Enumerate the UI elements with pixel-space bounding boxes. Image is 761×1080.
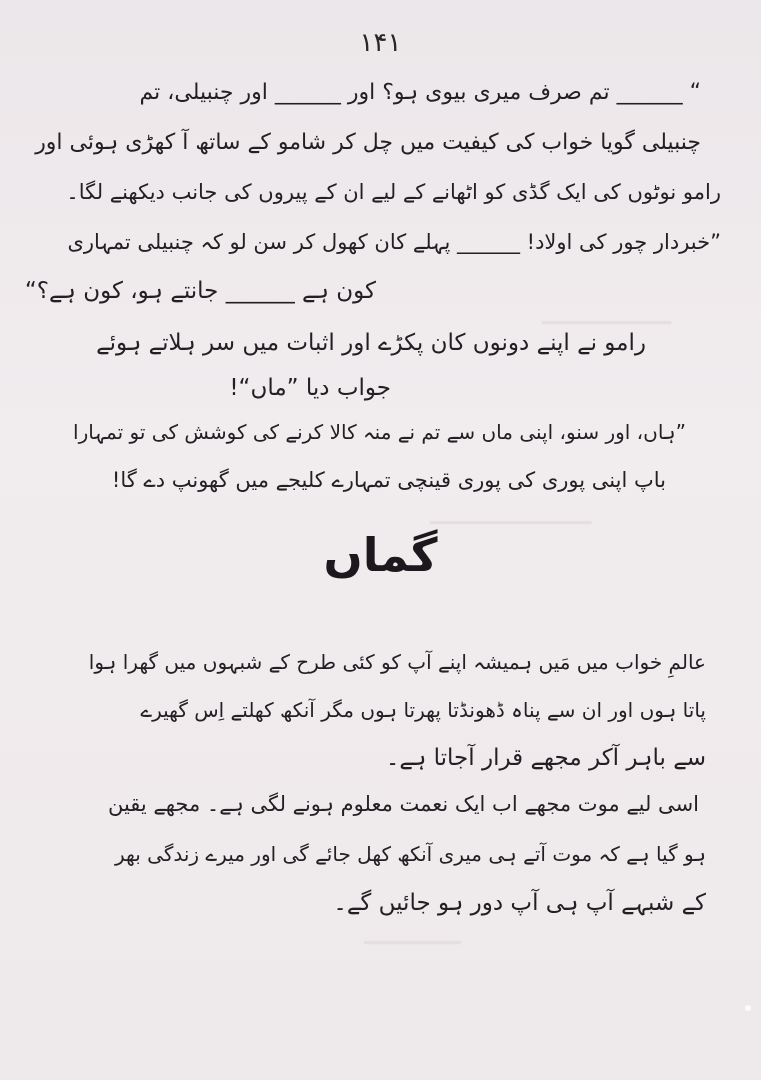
story-line: رامو نوٹوں کی ایک گڈی کو اٹھانے کے لیے ان کے پیروں کی جانب دیکھنے لگا۔ xyxy=(66,180,721,204)
story-line: باپ اپنی پوری کی پوری قینچی تمہارے کلیجے میں گھونپ دے گا! xyxy=(111,468,666,492)
story-line: جواب دیا ”ماں“! xyxy=(229,375,391,401)
section-line: عالمِ خواب میں مَیں ہمیشہ اپنے آپ کو کئی طرح کے شبہوں میں گھرا ہوا xyxy=(88,650,706,674)
story-line: کون ہے ______ جانتے ہو، کون ہے؟“ xyxy=(24,278,376,304)
story-line: ”خبردار چور کی اولاد! ______ پہلے کان کھول کر سن لو کہ چنبیلی تمہاری xyxy=(67,230,721,254)
show-through-text: ▁▁▁▁▁▁▁▁▁▁ xyxy=(429,500,591,524)
story-line: چنبیلی گویا خواب کی کیفیت میں چل کر شامو کے ساتھ آ کھڑی ہوئی اور xyxy=(35,130,701,155)
section-line: سے باہر آکر مجھے قرار آجاتا ہے۔ xyxy=(385,745,706,771)
section-title: گماں xyxy=(323,528,438,582)
section-line: پاتا ہوں اور ان سے پناہ ڈھونڈتا پھرتا ہوں مگر آنکھ کھلتے اِس گھیرے xyxy=(140,698,706,722)
paper-speck xyxy=(745,1005,751,1011)
story-line: ”ہاں، اور سنو، اپنی ماں سے تم نے منہ کالا کرنے کی کوشش کی تو تمہارا xyxy=(73,420,686,444)
page-number: ۱۴۱ xyxy=(359,28,402,58)
section-line: اسی لیے موت مجھے اب ایک نعمت معلوم ہونے لگی ہے۔ مجھے یقین xyxy=(107,792,699,816)
section-line: ہو گیا ہے کہ موت آتے ہی میری آنکھ کھل جائے گی اور میرے زندگی بھر xyxy=(114,842,706,866)
show-through-text: ▁▁▁▁▁▁ xyxy=(364,920,461,944)
story-line: “ ______ تم صرف میری بیوی ہو؟ اور ______ اور چنبیلی، تم xyxy=(139,80,701,105)
story-line: رامو نے اپنے دونوں کان پکڑے اور اثبات میں سر ہلاتے ہوئے xyxy=(96,330,646,356)
section-line: کے شبہے آپ ہی آپ دور ہو جائیں گے۔ xyxy=(333,890,706,916)
show-through-text: ▁▁▁▁▁▁▁▁ xyxy=(541,300,671,324)
